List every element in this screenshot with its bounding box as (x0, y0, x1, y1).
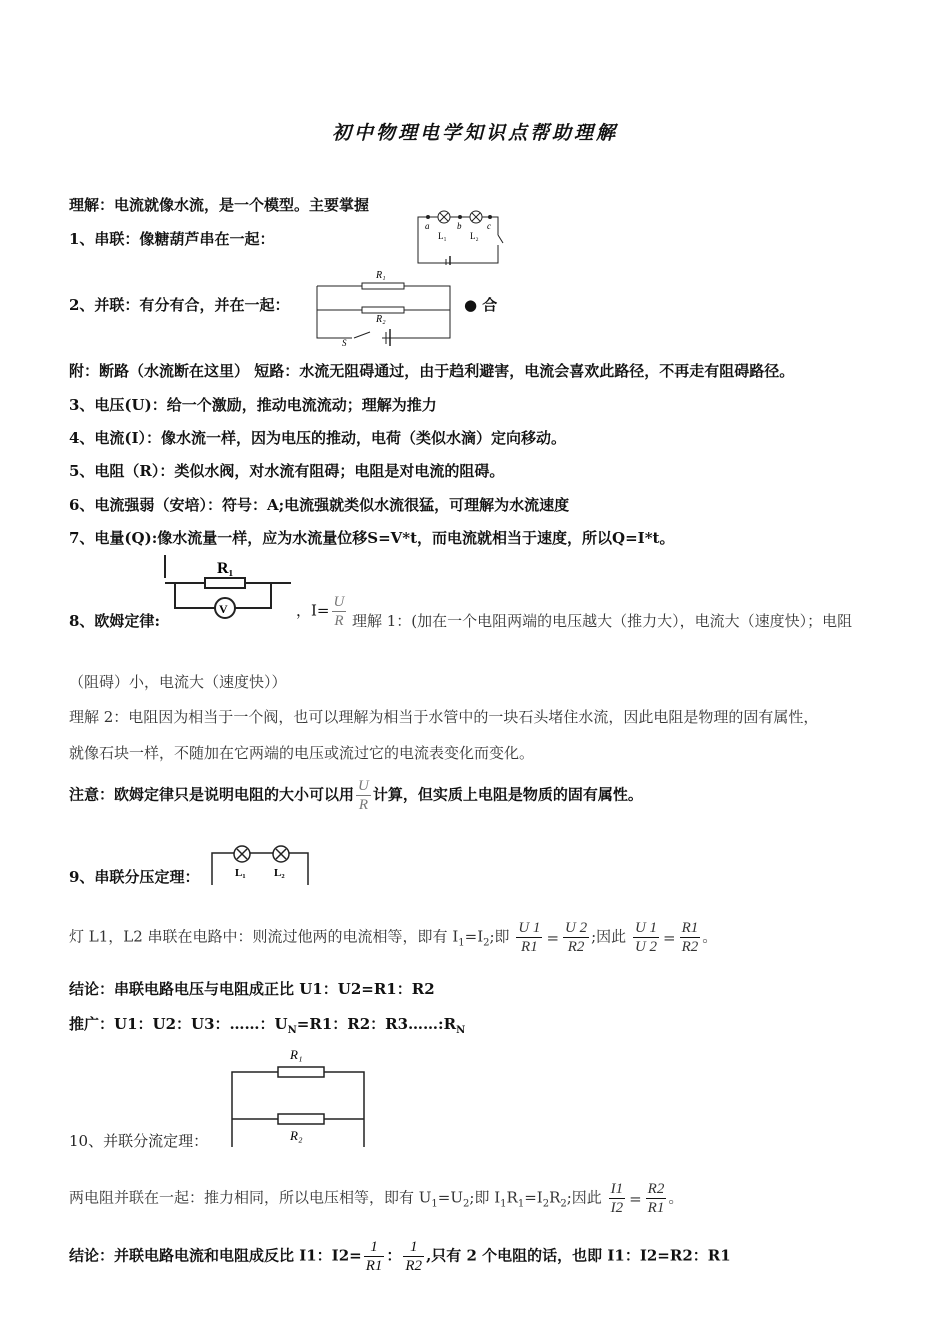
ohm-understand-1b: （阻碍）小，电流大（速度快）） (69, 673, 287, 691)
s9-equation-line (69, 919, 717, 956)
s10-circuit-diagram (228, 1042, 368, 1147)
s10-sub-f: 2 (560, 1198, 567, 1210)
s9-frac2-num: U 2 (565, 920, 588, 936)
parallel-circuit-diagram (312, 266, 457, 348)
s10-frac-i1-i2 (609, 1180, 626, 1217)
s9-ext-sub2: N (456, 1025, 466, 1036)
ohm-fraction (332, 593, 347, 630)
s10-text-d: R (506, 1188, 518, 1207)
circuit-note: 附：断路（水流断在这里） 短路：水流无阻碍通过，由于趋利避害，电流会喜欢此路径，不再走有阻碍路径。 (69, 362, 795, 380)
item-4: 4、电流(I）：像水流一样，因为电压的推动，电荷（类似水滴）定向移动。 (69, 429, 567, 447)
s10-label-r1: R₁ (290, 1047, 303, 1062)
s10-conc-a: 结论：并联电路电流和电阻成反比 I1：I2= (69, 1246, 362, 1265)
parallel-label-r1: R₁ (376, 270, 386, 281)
s9-circuit-diagram (206, 845, 311, 885)
item-7: 7、电量(Q):像水流量一样，应为水流量位移S=V*t，而电流就相当于速度，所以Q=I*t。 (69, 529, 675, 547)
s10-sub-a: 1 (431, 1198, 438, 1210)
s10-sub-b: 2 (463, 1198, 470, 1210)
s10-frac-1-r1 (364, 1238, 385, 1275)
s9-frac4-num: R1 (681, 920, 699, 936)
series-label-a: a (425, 221, 430, 231)
s10-frac-r2-r1 (646, 1180, 667, 1217)
ohm-formula-prefix: ，I= (296, 601, 330, 620)
s9-sub2: 2 (483, 937, 490, 949)
series-circuit-diagram (410, 205, 505, 265)
ohm-label-v: V (219, 602, 228, 616)
s10-text-h: 。 (668, 1188, 684, 1207)
s10-sub-d: 1 (517, 1198, 525, 1210)
s10-sub-c: 1 (500, 1198, 507, 1210)
s9-frac4-den: R2 (681, 939, 699, 955)
ohm-note-fraction (356, 777, 371, 814)
parallel-label-s: S (342, 338, 347, 348)
page-title: 初中物理电学知识点帮助理解 (331, 122, 618, 144)
s9-text-b: =I (464, 927, 484, 946)
ohm-r: R (332, 611, 347, 630)
series-label-l2: L₂ (470, 231, 479, 241)
series-label-l1: L₁ (438, 231, 447, 241)
s9-ext-sub: N (287, 1025, 297, 1036)
s9-label-l1: L₁ (235, 867, 246, 879)
s9-heading: 9、串联分压定理： (69, 868, 200, 886)
ohm-understand-1: 理解 1：(加在一个电阻两端的电压越大（推力大），电流大（速度快）；电阻 (352, 612, 853, 630)
s10-sub-e: 2 (542, 1198, 550, 1210)
item-5: 5、电阻（R）：类似水阀，对水流有阻碍；电阻是对电流的阻碍。 (69, 462, 505, 480)
s9-frac3-num: U 1 (634, 920, 658, 936)
s10-conc-b: ,只有 2 个电阻的话，也即 I1：I2=R2：R1 (426, 1246, 731, 1265)
ohm-formula (296, 593, 348, 630)
s9-frac-u1-r1 (516, 919, 542, 956)
s9-extension (69, 1013, 465, 1036)
s9-frac-r1-r2 (680, 919, 701, 956)
s10-conclusion (69, 1238, 731, 1275)
s10-frac-1-r2 (403, 1238, 424, 1275)
s9-label-l2: L₂ (274, 867, 285, 879)
s10-frac2-num: R2 (647, 1181, 665, 1197)
series-label-b: b (457, 221, 462, 231)
intro-text: 理解：电流就像水流，是一个模型。主要掌握 (69, 196, 370, 214)
s10-text-a: 两电阻并联在一起：推力相同，所以电压相等，即有 U (69, 1188, 432, 1207)
s9-ext-a: 推广：U1：U2：U3：……：U (69, 1015, 288, 1033)
s10-text-b: =U (437, 1188, 464, 1207)
s10-frac3-den: R1 (365, 1258, 383, 1274)
s9-text-a: 灯 L1，L2 串联在电路中：则流过他两的电流相等，即有 I (69, 927, 459, 946)
ohm-label-r1: R₁ (217, 560, 234, 577)
s9-ext-b: =R1：R2：R3……:R (296, 1015, 457, 1033)
s10-frac4-den: R2 (405, 1258, 423, 1274)
ohm-understand-2b: 就像石块一样，不随加在它两端的电压或流过它的电流表变化而变化。 (69, 744, 535, 762)
series-heading: 1、串联：像糖葫芦串在一起： (69, 230, 275, 248)
s9-conclusion: 结论：串联电路电压与电阻成正比 U1：U2=R1：R2 (69, 980, 435, 998)
ohm-u: U (333, 594, 345, 610)
s9-equals-1: = (546, 928, 560, 947)
ohm-note-r: R (356, 795, 371, 814)
s9-frac1-den: R1 (516, 937, 542, 956)
s9-frac2-den: R2 (563, 937, 589, 956)
s10-text-e: =I (524, 1188, 543, 1207)
parallel-heading: 2、并联：有分有合，并在一起： (69, 296, 290, 314)
series-label-c: c (487, 221, 491, 231)
s9-text-c: ;即 (489, 927, 510, 946)
s9-frac-u2-r2 (563, 919, 589, 956)
ohm-heading: 8、欧姆定律: (69, 612, 160, 630)
s9-equals-2: = (663, 928, 676, 947)
ohm-circuit-diagram (163, 553, 293, 628)
s9-text-e: 。 (702, 927, 718, 946)
s10-text-c: ;即 I (469, 1188, 501, 1207)
item-3: 3、电压(U)：给一个激励，推动电流流动；理解为推力 (69, 396, 437, 414)
parallel-tail: ● 合 (464, 296, 498, 314)
s10-colon: ： (386, 1246, 402, 1265)
s10-text-f: R (549, 1188, 561, 1207)
ohm-note-u: U (358, 778, 369, 794)
s10-frac4-num: 1 (409, 1239, 418, 1255)
s9-sub1: 1 (458, 937, 465, 949)
ohm-understand-2a: 理解 2：电阻因为相当于一个阀，也可以理解为相当于水管中的一块石头堵住水流，因此电阻是物理的固有属性， (69, 708, 819, 726)
s10-label-r2: R₂ (290, 1128, 303, 1143)
s10-text-g: ;因此 (566, 1188, 602, 1207)
s10-equals: = (629, 1189, 642, 1208)
s10-frac1-den: I2 (610, 1200, 624, 1216)
item-6: 6、电流强弱（安培）：符号：A;电流强就类似水流很猛，可理解为水流速度 (69, 496, 570, 514)
ohm-note-b: 计算，但实质上电阻是物质的固有属性。 (372, 785, 643, 804)
s9-text-d: ;因此 (591, 927, 627, 946)
s10-equation-line (69, 1180, 683, 1217)
s10-heading: 10、并联分流定理： (69, 1132, 209, 1150)
parallel-label-r2: R₂ (376, 314, 386, 325)
ohm-note-a: 注意：欧姆定律只是说明电阻的大小可以用 (69, 785, 355, 804)
s10-frac3-num: 1 (370, 1239, 378, 1255)
s10-frac1-num: I1 (610, 1181, 624, 1197)
s9-frac-u1-u2 (633, 919, 659, 956)
s10-frac2-den: R1 (647, 1200, 665, 1216)
s9-frac1-num: U 1 (518, 920, 541, 936)
ohm-note (69, 777, 643, 814)
s9-frac3-den: U 2 (634, 939, 658, 955)
